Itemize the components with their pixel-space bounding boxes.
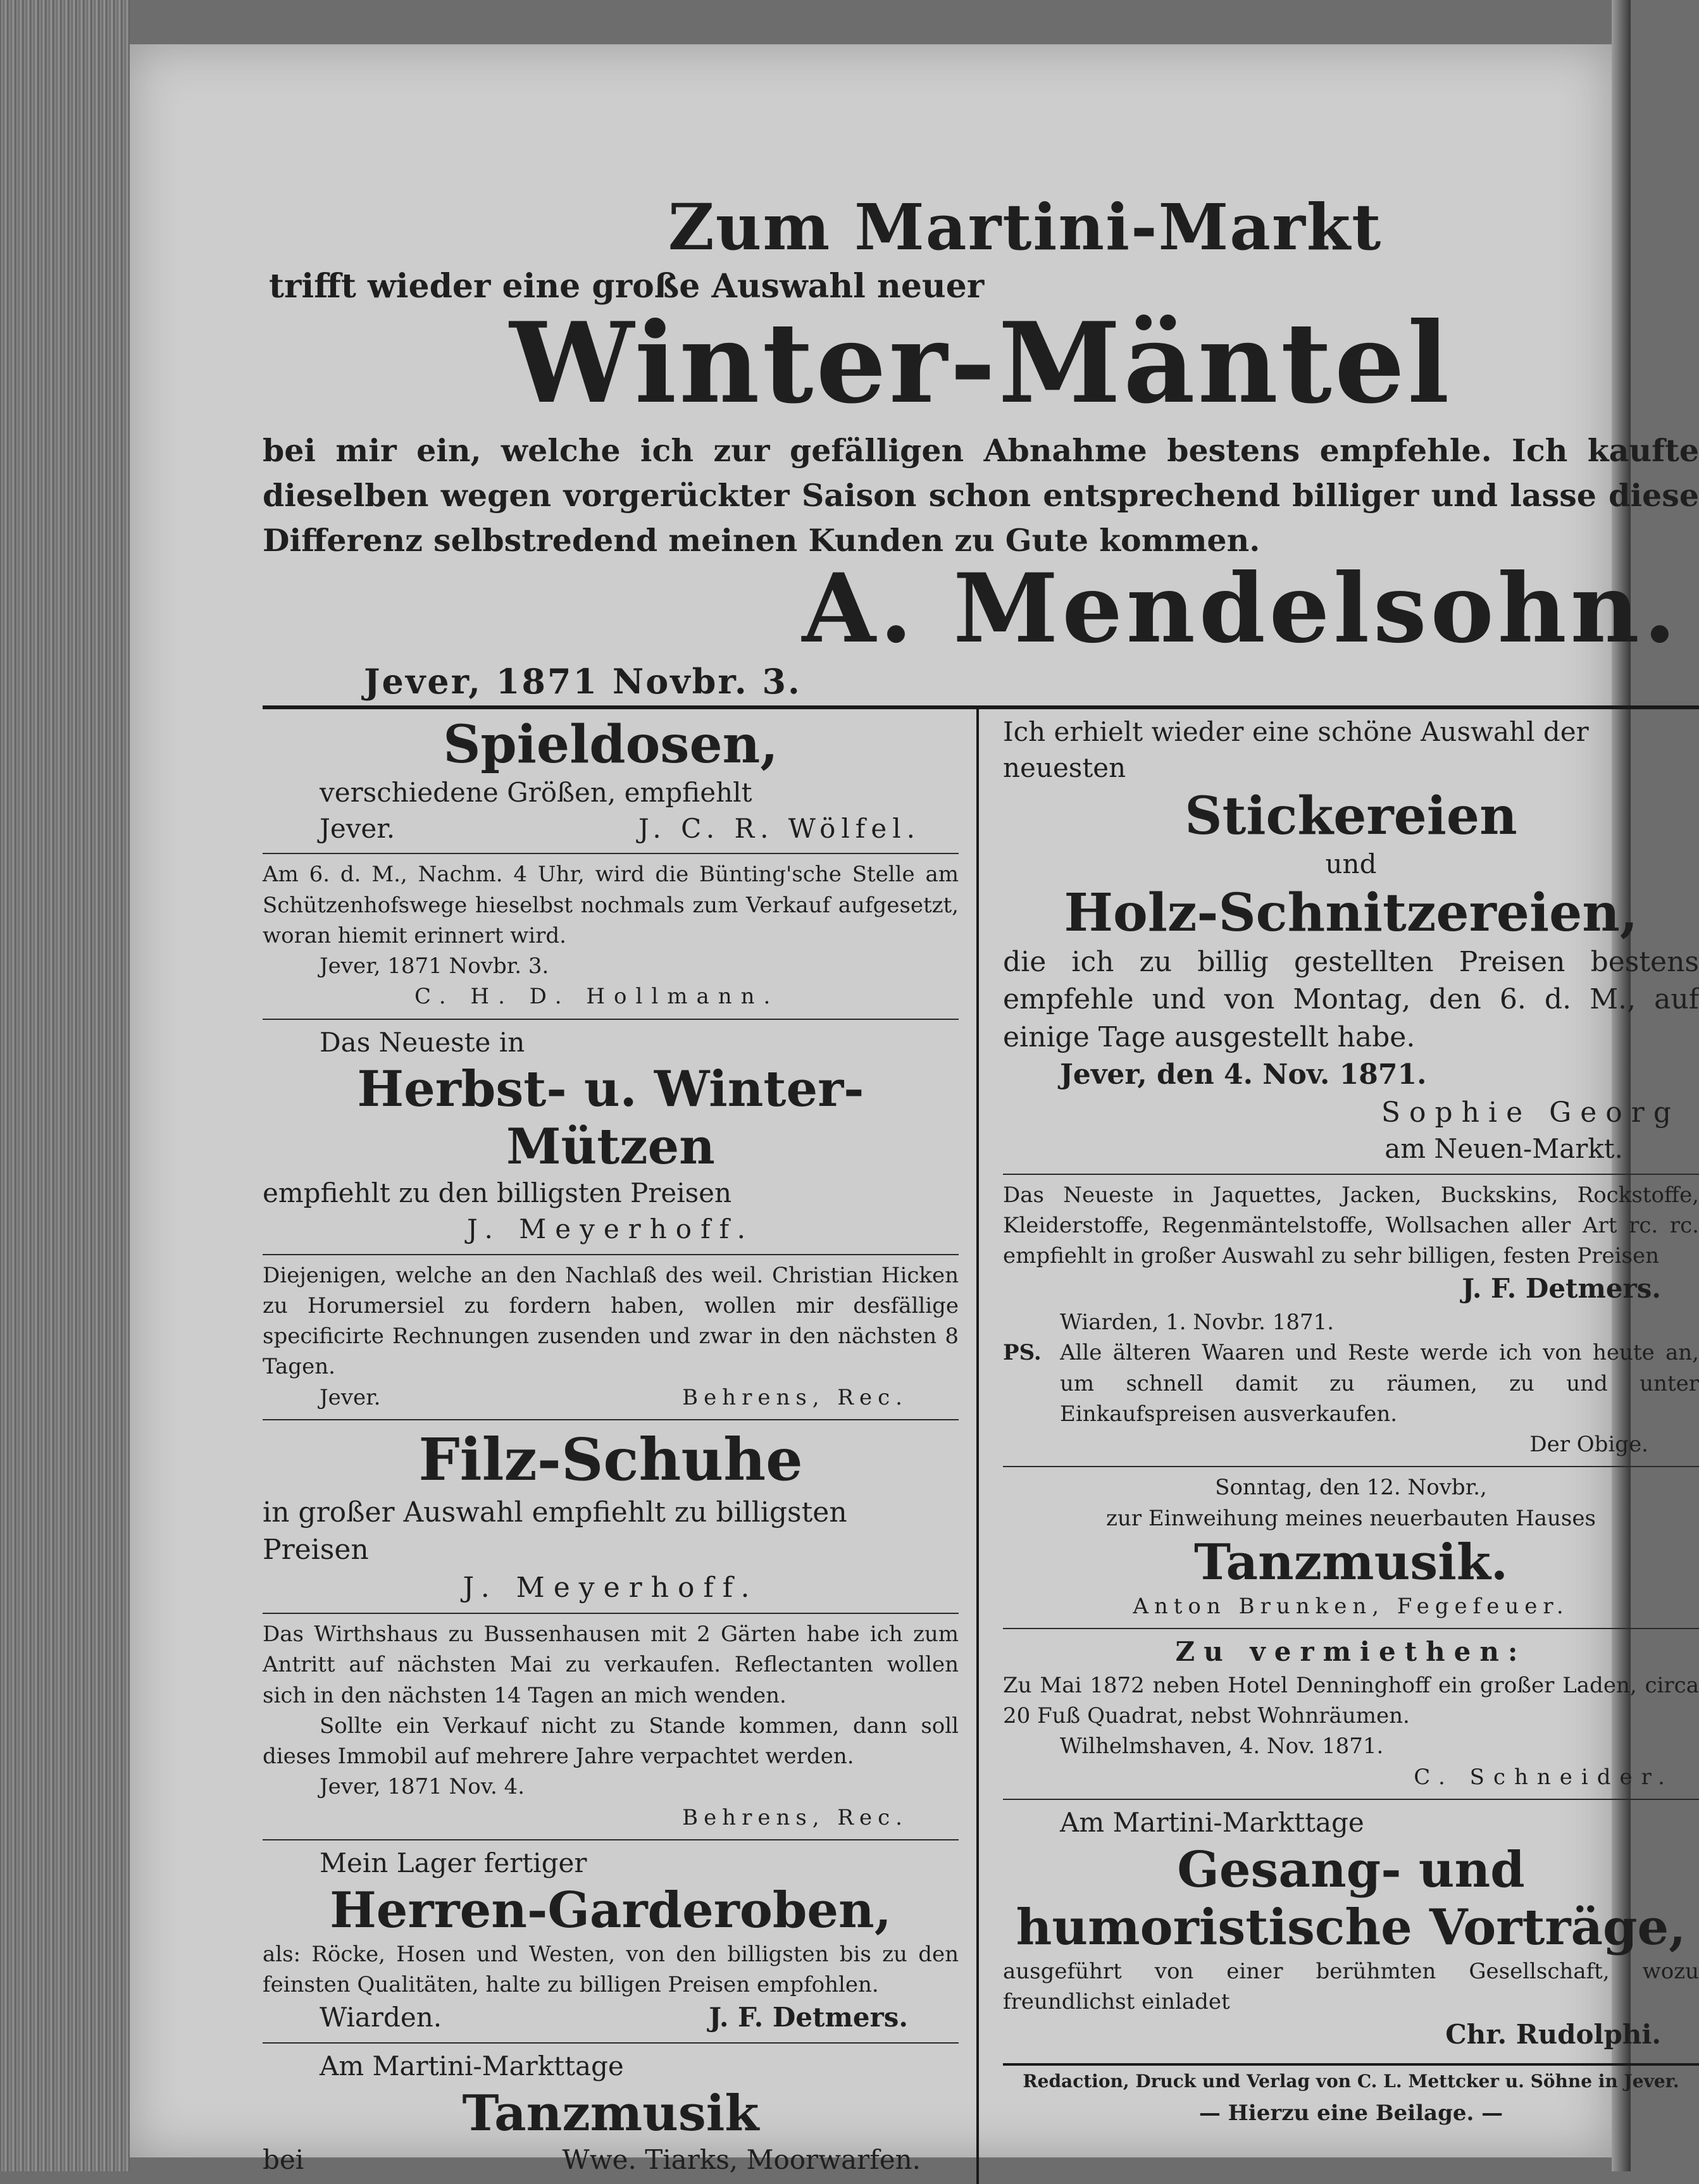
ad-intro: Am Martini-Markttage [1060,1806,1364,1838]
ad-name: J. F. Detmers. [1462,1273,1661,1305]
ad-headline: Tanzmusik. [1193,1533,1509,1591]
ad-headline: Herren-Garderoben, [330,1881,892,1939]
ad-line: zur Einweihung meines neuerbauten Hauses [1106,1505,1596,1531]
header-subtitle: trifft wieder eine große Auswahl neuer [269,267,985,306]
ad-line: verschiedene Größen, empfiehlt [320,776,752,808]
ad-text: Das Neueste in Jaquettes, Jacken, Buckskins, Rockstoffe, Kleiderstoffe, Regenmäntelstoffe, Wollsachen aller Art rc. rc. empfiehlt in großer Auswahl zu sehr billigen, festen Preisen [1003,1182,1699,1269]
ad-intro: Ich erhielt wieder eine schöne Auswahl der neuesten [1003,716,1589,783]
ad-signature-row [263,1382,959,1413]
ad-text: als: Röcke, Hosen und Westen, von den billigsten bis zu den feinsten Qualitäten, halte zu billigen Preisen empfohlen. [263,1941,959,1997]
ad-brunken [1003,1467,1699,1628]
ad-date: Wiarden, 1. Novbr. 1871. [1060,1310,1335,1336]
ad-date: Jever, den 4. Nov. 1871. [1060,1058,1427,1091]
ad-headline: Gesang- und [1177,1840,1525,1899]
ad-name: J. F. Detmers. [709,2002,908,2033]
left-column [263,709,981,2184]
newspaper-page [130,44,1699,2175]
ad-name: Behrens, Rec. [682,1804,908,1830]
ad-muetzen [263,1020,959,1254]
ad-text: ausgeführt von einer berühmten Gesellschaft, wozu freundlichst einladet [1003,1958,1699,2014]
ad-name: C. Schneider. [1414,1764,1674,1790]
ad-place: Wiarden. [320,2002,442,2033]
ps-signature: Der Obige. [1529,1432,1648,1458]
ad-text: Zu Mai 1872 neben Hotel Denninghoff ein großer Laden, circa 20 Fuß Quadrat, nebst Wohnräumen. [1003,1672,1699,1729]
header-title: Zum Martini-Markt [668,190,1383,264]
ad-buenting [263,854,959,1018]
ad-hicken [263,1255,959,1419]
ad-stickereien [1003,709,1699,1174]
ad-spieldosen [263,709,959,853]
ps-label: PS. [1003,1340,1042,1366]
ad-name: Behrens, Rec. [682,1384,908,1410]
imprint-text: Redaction, Druck und Verlag von C. L. Mettcker u. Söhne in Jever. [1023,2070,1679,2092]
ad-date: Jever, 1871 Novbr. 3. [320,953,549,979]
right-column [981,709,1699,2184]
header-big-headline: Winter-Mäntel [509,299,1452,428]
ad-headline: Herbst- u. Winter-Mützen [357,1060,864,1176]
ad-name: J. Meyerhoff. [466,1213,755,1244]
ad-intro: Das Neueste in [320,1026,525,1058]
ad-text: Am 6. d. M., Nachm. 4 Uhr, wird die Bünting'sche Stelle am Schützenhofswege hieselbst nochmals zum Verkauf aufgesetzt, woran hiemit erinnert wird. [263,862,959,948]
two-column-ads [263,709,1699,2184]
ad-garderoben [263,1840,959,2042]
ad-gesang [1003,1800,1699,2059]
ad-signature-row [263,2000,959,2036]
ad-name: Anton Brunken, Fegefeuer. [1133,1593,1569,1619]
ad-name: Sophie Georg [1381,1096,1680,1129]
ad-place: Jever. [320,1384,381,1410]
ad-headline: Stickereien [1185,786,1517,847]
ad-address: am Neuen-Markt. [1385,1132,1623,1164]
ad-line: in großer Auswahl empfiehlt zu billigsten Preisen [263,1496,847,1567]
ad-place: Jever. [320,812,395,844]
ad-wirthshaus [263,1614,959,1839]
ad-name: Wwe. Tiarks, Moorwarfen. [562,2144,921,2175]
ad-line: empfiehlt zu den billigsten Preisen [263,1177,732,1209]
ad-intro: Mein Lager fertiger [320,1847,587,1879]
ad-headline: Tanzmusik [462,2084,759,2142]
ad-headline: Zu vermiethen: [1175,1636,1527,1668]
ad-date: Wilhelmshaven, 4. Nov. 1871. [1060,1734,1384,1759]
ad-connector: und [1325,848,1377,880]
ad-headline: Holz-Schnitzereien, [1064,882,1638,943]
header-place-date: Jever, 1871 Novbr. 3. [364,661,802,702]
ad-text: Das Wirthshaus zu Bussenhausen mit 2 Gärten habe ich zum Antritt auf nächsten Mai zu verkaufen. Reflectanten wollen sich in den nächsten 14 Tagen an mich wenden. [263,1622,959,1708]
ad-signature-row [263,811,959,847]
ad-line: Sonntag, den 12. Novbr., [1215,1475,1487,1501]
supplement-note: — Hierzu eine Beilage. — [1198,2100,1503,2126]
ad-intro: Am Martini-Markttage [320,2050,624,2082]
ad-date: Jever, 1871 Nov. 4. [320,1774,525,1800]
ad-detmers [1003,1175,1699,1467]
ad-name: Chr. Rudolphi. [1445,2019,1661,2051]
ad-text: Sollte ein Verkauf nicht zu Stande kommen, dann soll dieses Immobil auf mehrere Jahre verpachtet werden. [263,1713,959,1770]
page-content [263,190,1699,2175]
ad-filz [263,1420,959,1613]
ad-text: die ich zu billig gestellten Preisen bestens empfehle und von Montag, den 6. d. M., auf einige Tage ausgestellt habe. [1003,945,1699,1053]
ad-text: Diejenigen, welche an den Nachlaß des weil. Christian Hicken zu Horumersiel zu fordern haben, wollen mir desfällige specificirte Rechnungen zusenden und zwar in den nächsten 8 Tagen. [263,1262,959,1380]
ps-text: Alle älteren Waaren und Reste werde ich von heute an, um schnell damit zu räumen, zu und unter Einkaufspreisen ausverkaufen. [1060,1340,1699,1427]
ad-headline: Spieldosen, [443,714,778,775]
ad-postscript [1003,1337,1699,1429]
ad-tanz-tiarks [263,2044,959,2184]
book-page-edges [0,0,130,2171]
ad-name: C. H. D. Hollmann. [414,984,780,1010]
ad-headline: Filz-Schuhe [418,1425,803,1494]
ad-signature-row [263,2142,959,2178]
header-body-text: bei mir ein, welche ich zur gefälligen Abnahme bestens empfehle. Ich kaufte dieselben wegen vorgerückter Saison schon entsprechend billiger und lasse diese Differenz selbstredend meinen Kunden zu Gute kommen. [263,431,1699,559]
header-ad [263,190,1699,702]
ad-headline: humoristische Vorträge, [1016,1898,1686,1956]
ad-name: J. Meyerhoff. [463,1571,759,1604]
ad-vermiethen [1003,1629,1699,1799]
header-signature: A. Mendelsohn. [802,552,1680,664]
ad-bei: bei [263,2144,304,2175]
ad-name: J. C. R. Wölfel. [638,812,921,844]
column-divider [976,709,979,2184]
